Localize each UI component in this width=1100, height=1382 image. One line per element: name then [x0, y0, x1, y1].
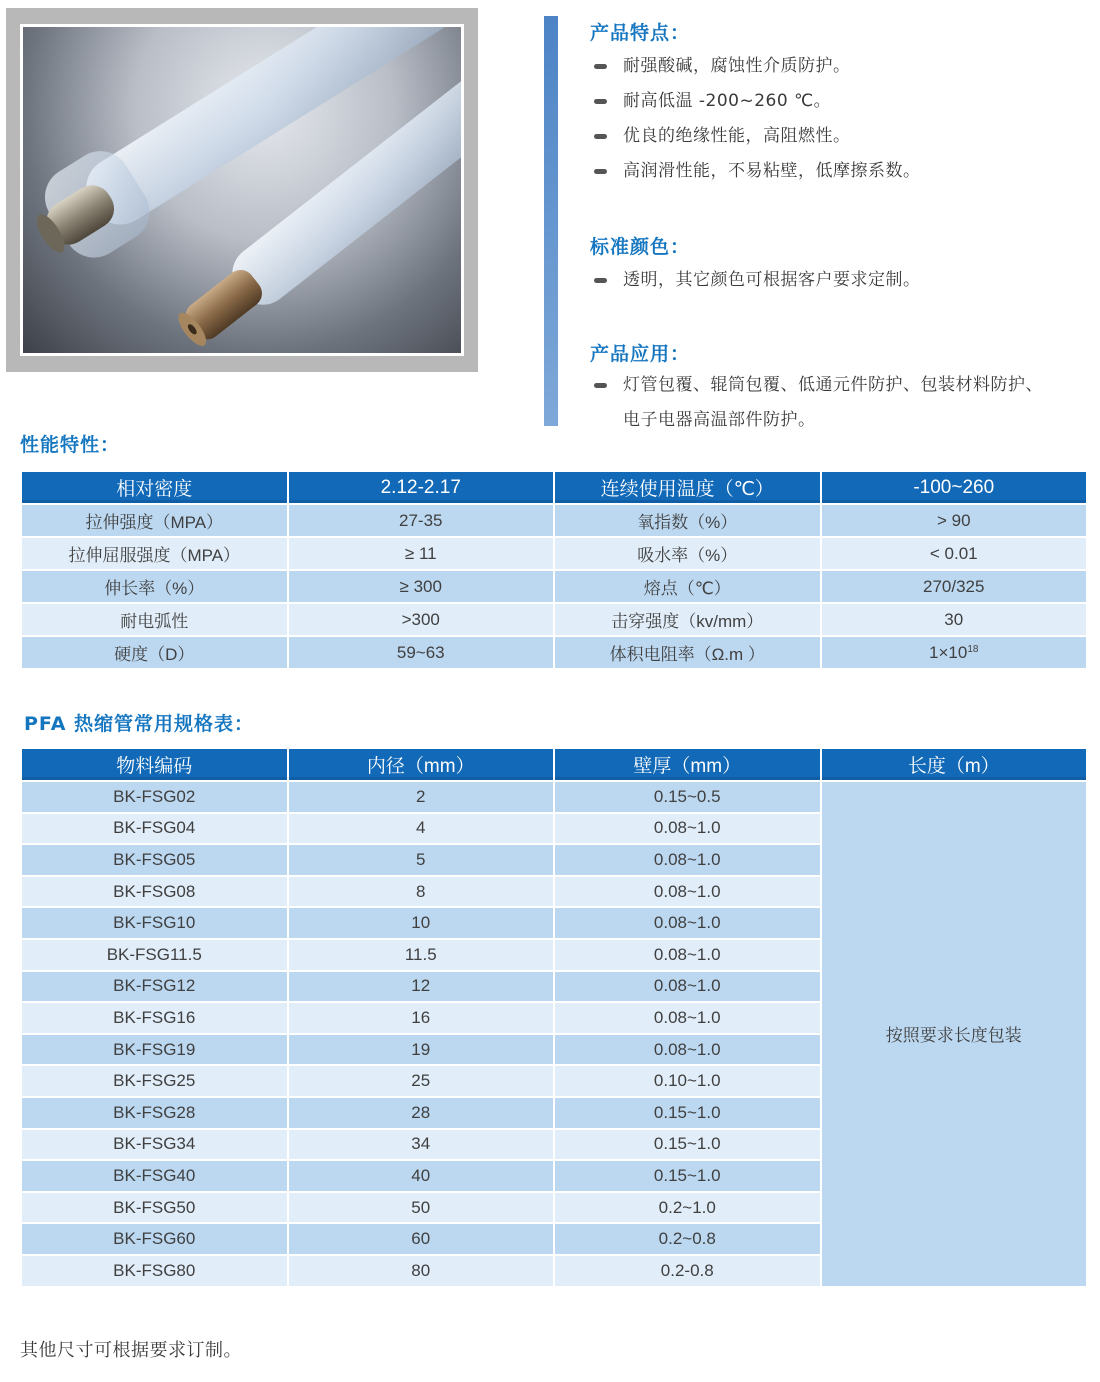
- table-header-cell: 长度（m）: [822, 749, 1087, 780]
- table-cell: 5: [289, 845, 554, 875]
- table-cell: BK-FSG25: [22, 1066, 287, 1096]
- table-cell: 8: [289, 877, 554, 907]
- table-cell: BK-FSG04: [22, 814, 287, 844]
- table-cell: 氧指数（%）: [555, 505, 820, 536]
- colors-list: [590, 263, 921, 298]
- bullet-icon: [594, 383, 607, 388]
- table-cell: BK-FSG80: [22, 1256, 287, 1286]
- specs-heading: PFA 热缩管常用规格表：: [24, 713, 255, 735]
- table-cell: 11.5: [289, 940, 554, 970]
- table-cell-volume-resistivity: $1\times 10^{18}$: [822, 637, 1087, 668]
- table-cell: 0.08~1.0: [555, 1035, 820, 1065]
- table-cell: BK-FSG10: [22, 908, 287, 938]
- table-header-cell: 物料编码: [22, 749, 287, 780]
- table-cell: BK-FSG28: [22, 1098, 287, 1128]
- table-cell: 吸水率（%）: [555, 538, 820, 569]
- table-cell: 0.2~0.8: [555, 1224, 820, 1254]
- table-row: [22, 782, 1086, 812]
- specs-table: [20, 747, 1088, 1288]
- colors-heading: 标准颜色：: [590, 236, 691, 258]
- table-cell: BK-FSG50: [22, 1193, 287, 1223]
- table-cell: 0.08~1.0: [555, 1003, 820, 1033]
- table-cell: 30: [822, 604, 1087, 635]
- table-cell: 12: [289, 972, 554, 1002]
- table-cell: 0.08~1.0: [555, 814, 820, 844]
- table-cell: BK-FSG60: [22, 1224, 287, 1254]
- table-row: [22, 571, 1086, 602]
- table-cell: BK-FSG19: [22, 1035, 287, 1065]
- table-cell: 270/325: [822, 571, 1087, 602]
- bullet-icon: [594, 169, 607, 174]
- table-header-cell: -100~260: [822, 472, 1087, 503]
- table-header-row: [22, 472, 1086, 503]
- table-cell: 28: [289, 1098, 554, 1128]
- accent-bar: [544, 16, 558, 426]
- table-cell: 0.08~1.0: [555, 940, 820, 970]
- table-header-cell: 内径（mm）: [289, 749, 554, 780]
- table-cell: 耐电弧性: [22, 604, 287, 635]
- table-cell: BK-FSG08: [22, 877, 287, 907]
- table-header-cell: 壁厚（mm）: [555, 749, 820, 780]
- table-row: [22, 505, 1086, 536]
- product-photo-frame: [6, 8, 478, 372]
- footnote: 其他尺寸可根据要求订制。: [20, 1340, 242, 1361]
- feature-item: 耐强酸碱，腐蚀性介质防护。: [590, 49, 921, 84]
- table-cell: ≥ 11: [289, 538, 554, 569]
- table-header-cell: 2.12-2.17: [289, 472, 554, 503]
- table-cell: > 90: [822, 505, 1087, 536]
- table-cell: 19: [289, 1035, 554, 1065]
- table-cell: 4: [289, 814, 554, 844]
- applications-heading: 产品应用：: [590, 343, 691, 365]
- table-cell: BK-FSG02: [22, 782, 287, 812]
- table-cell: 体积电阻率（Ω.m ）: [555, 637, 820, 668]
- table-row: [22, 538, 1086, 569]
- application-item: 灯管包覆、辊筒包覆、低通元件防护、包装材料防护、: [590, 368, 1043, 403]
- features-list: [590, 49, 921, 189]
- table-cell: 熔点（℃）: [555, 571, 820, 602]
- length-note-cell: 按照要求长度包装: [822, 782, 1087, 1286]
- table-cell: 0.08~1.0: [555, 972, 820, 1002]
- table-cell: 80: [289, 1256, 554, 1286]
- bullet-icon: [594, 64, 607, 69]
- table-cell: 0.08~1.0: [555, 908, 820, 938]
- table-cell: 0.2~1.0: [555, 1193, 820, 1223]
- table-row: [22, 604, 1086, 635]
- table-cell: < 0.01: [822, 538, 1087, 569]
- features-heading: 产品特点：: [590, 22, 691, 44]
- table-cell: 34: [289, 1130, 554, 1160]
- table-cell: >300: [289, 604, 554, 635]
- table-header-row: [22, 749, 1086, 780]
- table-cell: 60: [289, 1224, 554, 1254]
- table-cell: BK-FSG40: [22, 1161, 287, 1191]
- table-cell: 10: [289, 908, 554, 938]
- heat-shrink-tube-illustration: [23, 27, 461, 353]
- table-cell: 0.15~0.5: [555, 782, 820, 812]
- feature-item: 优良的绝缘性能，高阻燃性。: [590, 119, 921, 154]
- table-cell: BK-FSG16: [22, 1003, 287, 1033]
- table-cell: 0.08~1.0: [555, 845, 820, 875]
- table-cell: 0.15~1.0: [555, 1161, 820, 1191]
- table-cell: 0.15~1.0: [555, 1098, 820, 1128]
- table-cell: 0.2-0.8: [555, 1256, 820, 1286]
- color-item: 透明，其它颜色可根据客户要求定制。: [590, 263, 921, 298]
- table-cell: BK-FSG05: [22, 845, 287, 875]
- table-cell: 0.10~1.0: [555, 1066, 820, 1096]
- table-header-cell: 连续使用温度（℃）: [555, 472, 820, 503]
- table-row: [22, 637, 1086, 668]
- applications-list: [590, 368, 1043, 438]
- application-item-continued: 电子电器高温部件防护。: [623, 410, 816, 430]
- table-cell: 拉伸屈服强度（MPA）: [22, 538, 287, 569]
- feature-item: 耐高低温 -200~260 ℃。: [590, 84, 921, 119]
- table-cell: BK-FSG11.5: [22, 940, 287, 970]
- table-cell: BK-FSG12: [22, 972, 287, 1002]
- table-cell: 0.15~1.0: [555, 1130, 820, 1160]
- bullet-icon: [594, 99, 607, 104]
- product-photo: [20, 24, 464, 356]
- performance-table: [20, 470, 1088, 670]
- table-cell: BK-FSG34: [22, 1130, 287, 1160]
- bullet-icon: [594, 278, 607, 283]
- table-cell: 硬度（D）: [22, 637, 287, 668]
- table-header-cell: 相对密度: [22, 472, 287, 503]
- performance-heading: 性能特性：: [20, 434, 121, 456]
- table-cell: 25: [289, 1066, 554, 1096]
- table-cell: 16: [289, 1003, 554, 1033]
- table-cell: 伸长率（%）: [22, 571, 287, 602]
- bullet-icon: [594, 134, 607, 139]
- table-cell: 27-35: [289, 505, 554, 536]
- table-cell: 50: [289, 1193, 554, 1223]
- table-cell: 拉伸强度（MPA）: [22, 505, 287, 536]
- table-cell: 40: [289, 1161, 554, 1191]
- feature-item: 高润滑性能，不易粘壁，低摩擦系数。: [590, 154, 921, 189]
- table-cell: ≥ 300: [289, 571, 554, 602]
- table-cell: 击穿强度（kv/mm）: [555, 604, 820, 635]
- table-cell: 2: [289, 782, 554, 812]
- table-cell: 59~63: [289, 637, 554, 668]
- table-cell: 0.08~1.0: [555, 877, 820, 907]
